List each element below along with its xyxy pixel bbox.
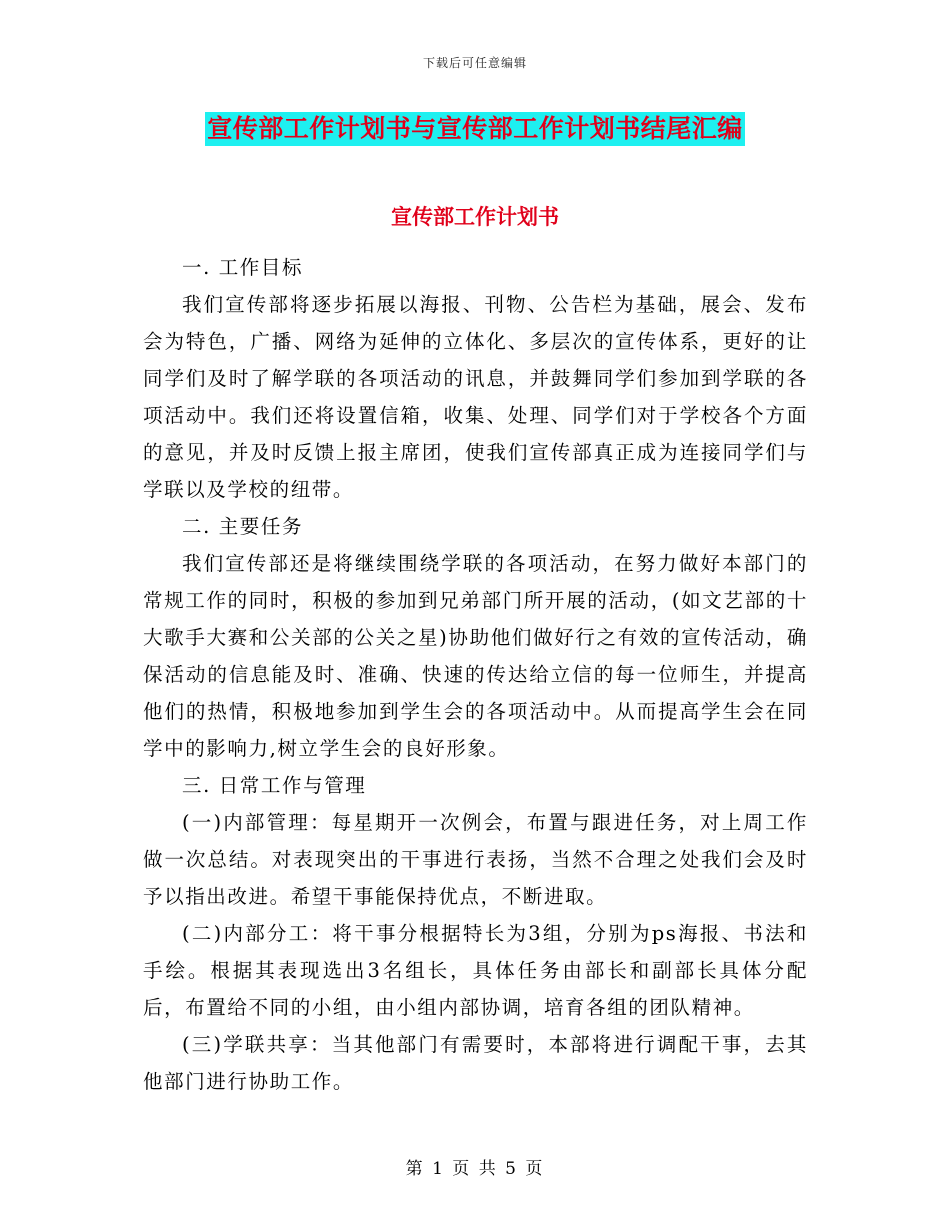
heading-daily-management: 三. 日常工作与管理 (182, 774, 367, 797)
section-title: 宣传部工作计划书 (391, 205, 559, 229)
main-title: 宣传部工作计划书与宣传部工作计划书结尾汇编 (205, 112, 745, 146)
main-title-container (0, 112, 950, 146)
paragraph-internal-division: (二)内部分工：将干事分根据特长为3组，分别为ps海报、书法和手绘。根据其表现选出3名组长，具体任务由部长和副部长具体分配后，布置给不同的小组，由小组内部协调，培育各组的团队精神。 (143, 922, 808, 1019)
document-body (143, 249, 808, 1100)
paragraph-main-tasks: 我们宣传部还是将继续围绕学联的各项活动，在努力做好本部门的常规工作的同时，积极的参加到兄弟部门所开展的活动，(如文艺部的十大歌手大赛和公关部的公关之星)协助他们做好行之有效的宣传活动，确保活动的信息能及时、准确、快速的传达给立信的每一位师生，并提高他们的热情，积极地参加到学生会的各项活动中。从而提高学生会在同学中的影响力,树立学生会的良好形象。 (143, 552, 808, 760)
paragraph-union-sharing: (三)学联共享：当其他部门有需要时，本部将进行调配干事，去其他部门进行协助工作。 (143, 1033, 808, 1093)
page-footer: 第 1 页 共 5 页 (405, 1159, 545, 1179)
heading-work-goals: 一. 工作目标 (182, 256, 304, 279)
paragraph-internal-management: (一)内部管理：每星期开一次例会，布置与跟进任务，对上周工作做一次总结。对表现突出的干事进行表扬，当然不合理之处我们会及时予以指出改进。希望干事能保持优点，不断进取。 (143, 811, 808, 908)
heading-main-tasks: 二. 主要任务 (182, 515, 304, 538)
header-note: 下载后可任意编辑 (422, 56, 527, 70)
paragraph-work-goals: 我们宣传部将逐步拓展以海报、刊物、公告栏为基础，展会、发布会为特色，广播、网络为延伸的立体化、多层次的宣传体系，更好的让同学们及时了解学联的各项活动的讯息，并鼓舞同学们参加到学联的各项活动中。我们还将设置信箱，收集、处理、同学们对于学校各个方面的意见，并及时反馈上报主席团，使我们宣传部真正成为连接同学们与学联以及学校的纽带。 (143, 293, 808, 501)
